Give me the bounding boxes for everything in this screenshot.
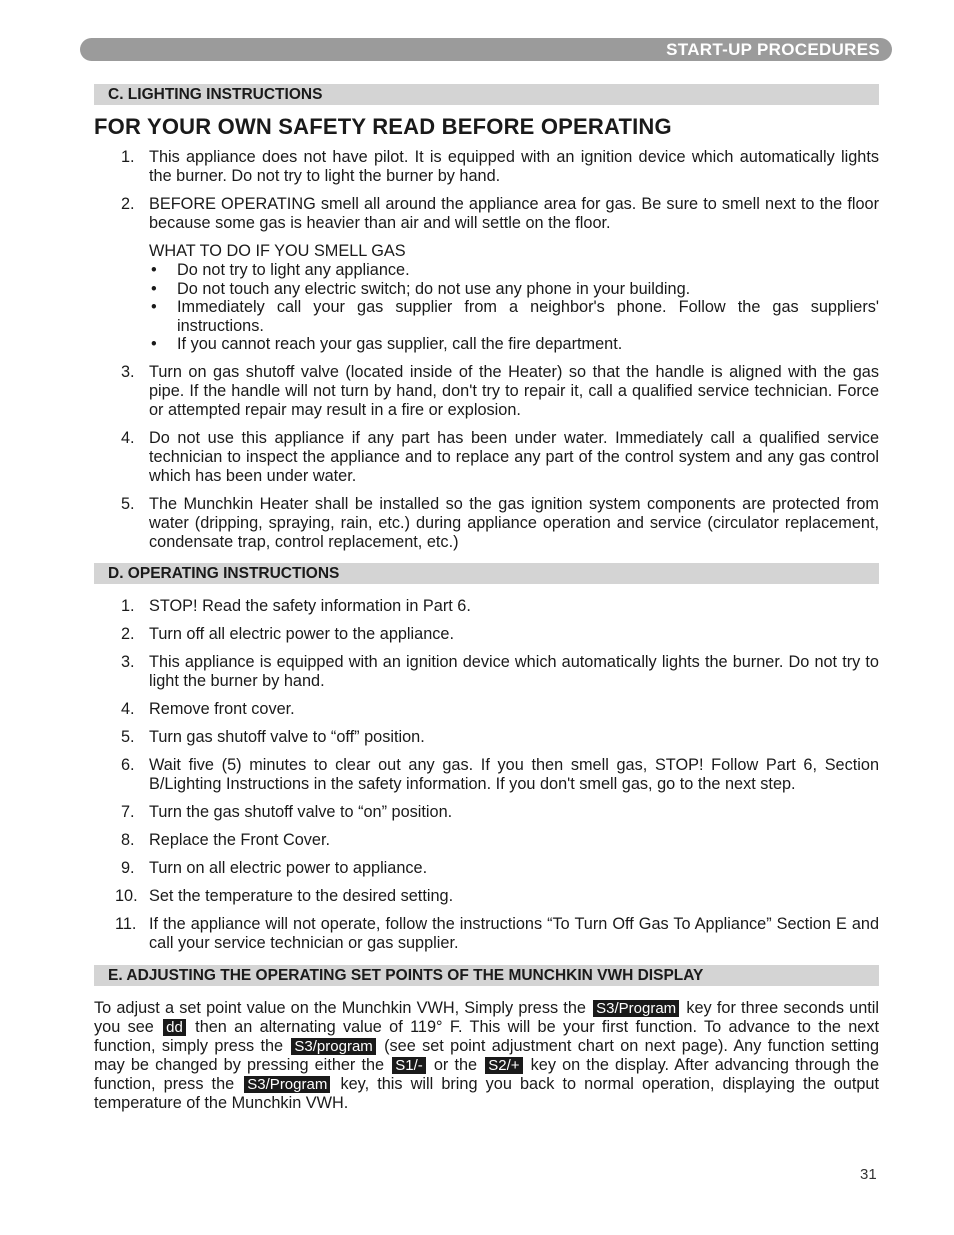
list-item xyxy=(94,363,879,420)
dd-display-label: dd xyxy=(163,1019,186,1036)
bullet-text: Do not touch any electric switch; do not use any phone in your building. xyxy=(177,279,691,298)
list-item xyxy=(94,803,879,822)
bullet-item xyxy=(149,261,879,280)
s3-program-key-label: S3/Program xyxy=(593,1000,679,1017)
item-number: 7. xyxy=(121,803,135,821)
safety-title: FOR YOUR OWN SAFETY READ BEFORE OPERATING xyxy=(94,114,672,139)
item-number: 5. xyxy=(121,728,135,746)
list-item xyxy=(94,597,879,616)
list-item xyxy=(94,495,879,552)
s2-key-label: S2/+ xyxy=(485,1057,522,1074)
item-number: 9. xyxy=(121,859,135,877)
section-d-heading: D. OPERATING INSTRUCTIONS xyxy=(94,563,879,584)
list-item xyxy=(94,756,879,794)
item-number: 6. xyxy=(121,756,135,774)
item-text: Turn on all electric power to appliance. xyxy=(149,859,428,877)
item-text: BEFORE OPERATING smell all around the appliance area for gas. Be sure to smell next to the floor because some gas is heavier than air and will settle on the floor. xyxy=(149,195,879,232)
item-text: Do not use this appliance if any part has been under water. Immediately call a qualified service technician to inspect the appliance and to replace any part of the control system and any gas control which has been under water. xyxy=(149,428,879,485)
item-text: Turn the gas shutoff valve to “on” position. xyxy=(149,803,453,821)
list-item xyxy=(94,429,879,486)
list-item xyxy=(94,915,879,953)
page-number: 31 xyxy=(860,1166,877,1183)
list-item xyxy=(94,728,879,747)
item-text: Set the temperature to the desired setting. xyxy=(149,887,454,905)
list-item xyxy=(94,625,879,644)
item-text: Turn on gas shutoff valve (located inside of the Heater) so that the handle is aligned with the gas pipe. If the handle will not turn by hand, don't try to repair it, call a qualified service technician. Force or attempted repair may result in a fire or explosion. xyxy=(149,362,879,419)
item-number: 11. xyxy=(115,915,137,933)
header-title: START-UP PROCEDURES xyxy=(666,40,880,59)
bullet-text: Do not try to light any appliance. xyxy=(177,261,410,279)
para-text: key on the display. After advancing through the function, press the xyxy=(94,1056,880,1093)
item-number: 3. xyxy=(121,653,135,671)
item-number: 4. xyxy=(121,700,135,718)
gas-smell-block xyxy=(149,242,879,354)
item-text: Remove front cover. xyxy=(149,700,295,718)
s3-program-key-label: S3/program xyxy=(291,1038,375,1055)
item-text: This appliance is equipped with an ignition device which automatically lights the burner. Do not try to light the burner by hand. xyxy=(149,653,879,690)
item-number: 2. xyxy=(121,625,135,643)
para-text: (see set point adjustment chart on next page). Any function setting may be changed by pressing either the xyxy=(94,1037,880,1074)
para-text: or the xyxy=(433,1056,478,1074)
item-number: 8. xyxy=(121,831,135,849)
bullet-text: Immediately call your gas supplier from a neighbor's phone. Follow the gas suppliers' instructions. xyxy=(177,298,879,335)
item-text: The Munchkin Heater shall be installed so the gas ignition system components are protected from water (dripping, spraying, rain, etc.) during appliance operation and service (circulator replacement, condensate trap, control replacement, etc.) xyxy=(149,494,879,551)
list-item xyxy=(94,195,879,354)
item-text: Turn off all electric power to the appliance. xyxy=(149,625,454,643)
section-e-heading: E. ADJUSTING THE OPERATING SET POINTS OF THE MUNCHKIN VWH DISPLAY xyxy=(94,965,879,986)
bullet-dot: • xyxy=(151,298,157,316)
bullet-text: If you cannot reach your gas supplier, call the fire department. xyxy=(177,335,623,353)
list-item xyxy=(94,887,879,906)
item-text: Replace the Front Cover. xyxy=(149,831,330,849)
list-item xyxy=(94,700,879,719)
bullet-item xyxy=(149,335,879,354)
item-text: STOP! Read the safety information in Part 6. xyxy=(149,597,471,615)
item-text: Turn gas shutoff valve to “off” position. xyxy=(149,728,425,746)
bullet-item xyxy=(149,280,879,299)
item-text: This appliance does not have pilot. It is equipped with an ignition device which automatically lights the burner. Do not try to light the burner by hand. xyxy=(149,148,879,185)
para-text: then an alternating value of 119° F. This will be your first function. To advance to the next function, simply press the xyxy=(94,1018,880,1055)
item-number: 10. xyxy=(115,887,138,905)
item-text: If the appliance will not operate, follow the instructions “To Turn Off Gas To Appliance” Section E and call your service technician or gas supplier. xyxy=(149,915,879,952)
set-point-paragraph xyxy=(94,999,879,1113)
item-number: 5. xyxy=(121,494,135,513)
lighting-instructions-list xyxy=(94,148,879,561)
list-item xyxy=(94,831,879,850)
item-number: 2. xyxy=(121,195,135,213)
bullet-item xyxy=(149,298,879,335)
list-item xyxy=(94,148,879,186)
item-text: Wait five (5) minutes to clear out any gas. If you then smell gas, STOP! Follow Part 6, Section B/Lighting Instructions in the safety information. If you don't smell gas, go to the next step. xyxy=(149,756,879,793)
s3-program-key-label: S3/Program xyxy=(244,1076,330,1093)
bullet-dot: • xyxy=(151,279,157,298)
item-number: 4. xyxy=(121,428,135,447)
item-number: 1. xyxy=(121,148,135,166)
list-item xyxy=(94,653,879,691)
bullet-dot: • xyxy=(151,261,157,279)
para-text: To adjust a set point value on the Munchkin VWH, Simply press the xyxy=(94,999,586,1017)
bullet-dot: • xyxy=(151,335,157,353)
list-item xyxy=(94,859,879,878)
operating-instructions-list xyxy=(94,597,879,962)
item-number: 3. xyxy=(121,362,135,381)
section-c-heading: C. LIGHTING INSTRUCTIONS xyxy=(94,84,879,105)
s1-key-label: S1/- xyxy=(392,1057,426,1074)
para-text: key, this will bring you back to normal operation, displaying the output temperature of the Munchkin VWH. xyxy=(94,1075,880,1112)
item-number: 1. xyxy=(121,597,135,615)
para-text: key for three seconds until you see xyxy=(94,999,880,1036)
header-bar xyxy=(80,38,892,61)
gas-smell-heading: WHAT TO DO IF YOU SMELL GAS xyxy=(149,242,406,260)
